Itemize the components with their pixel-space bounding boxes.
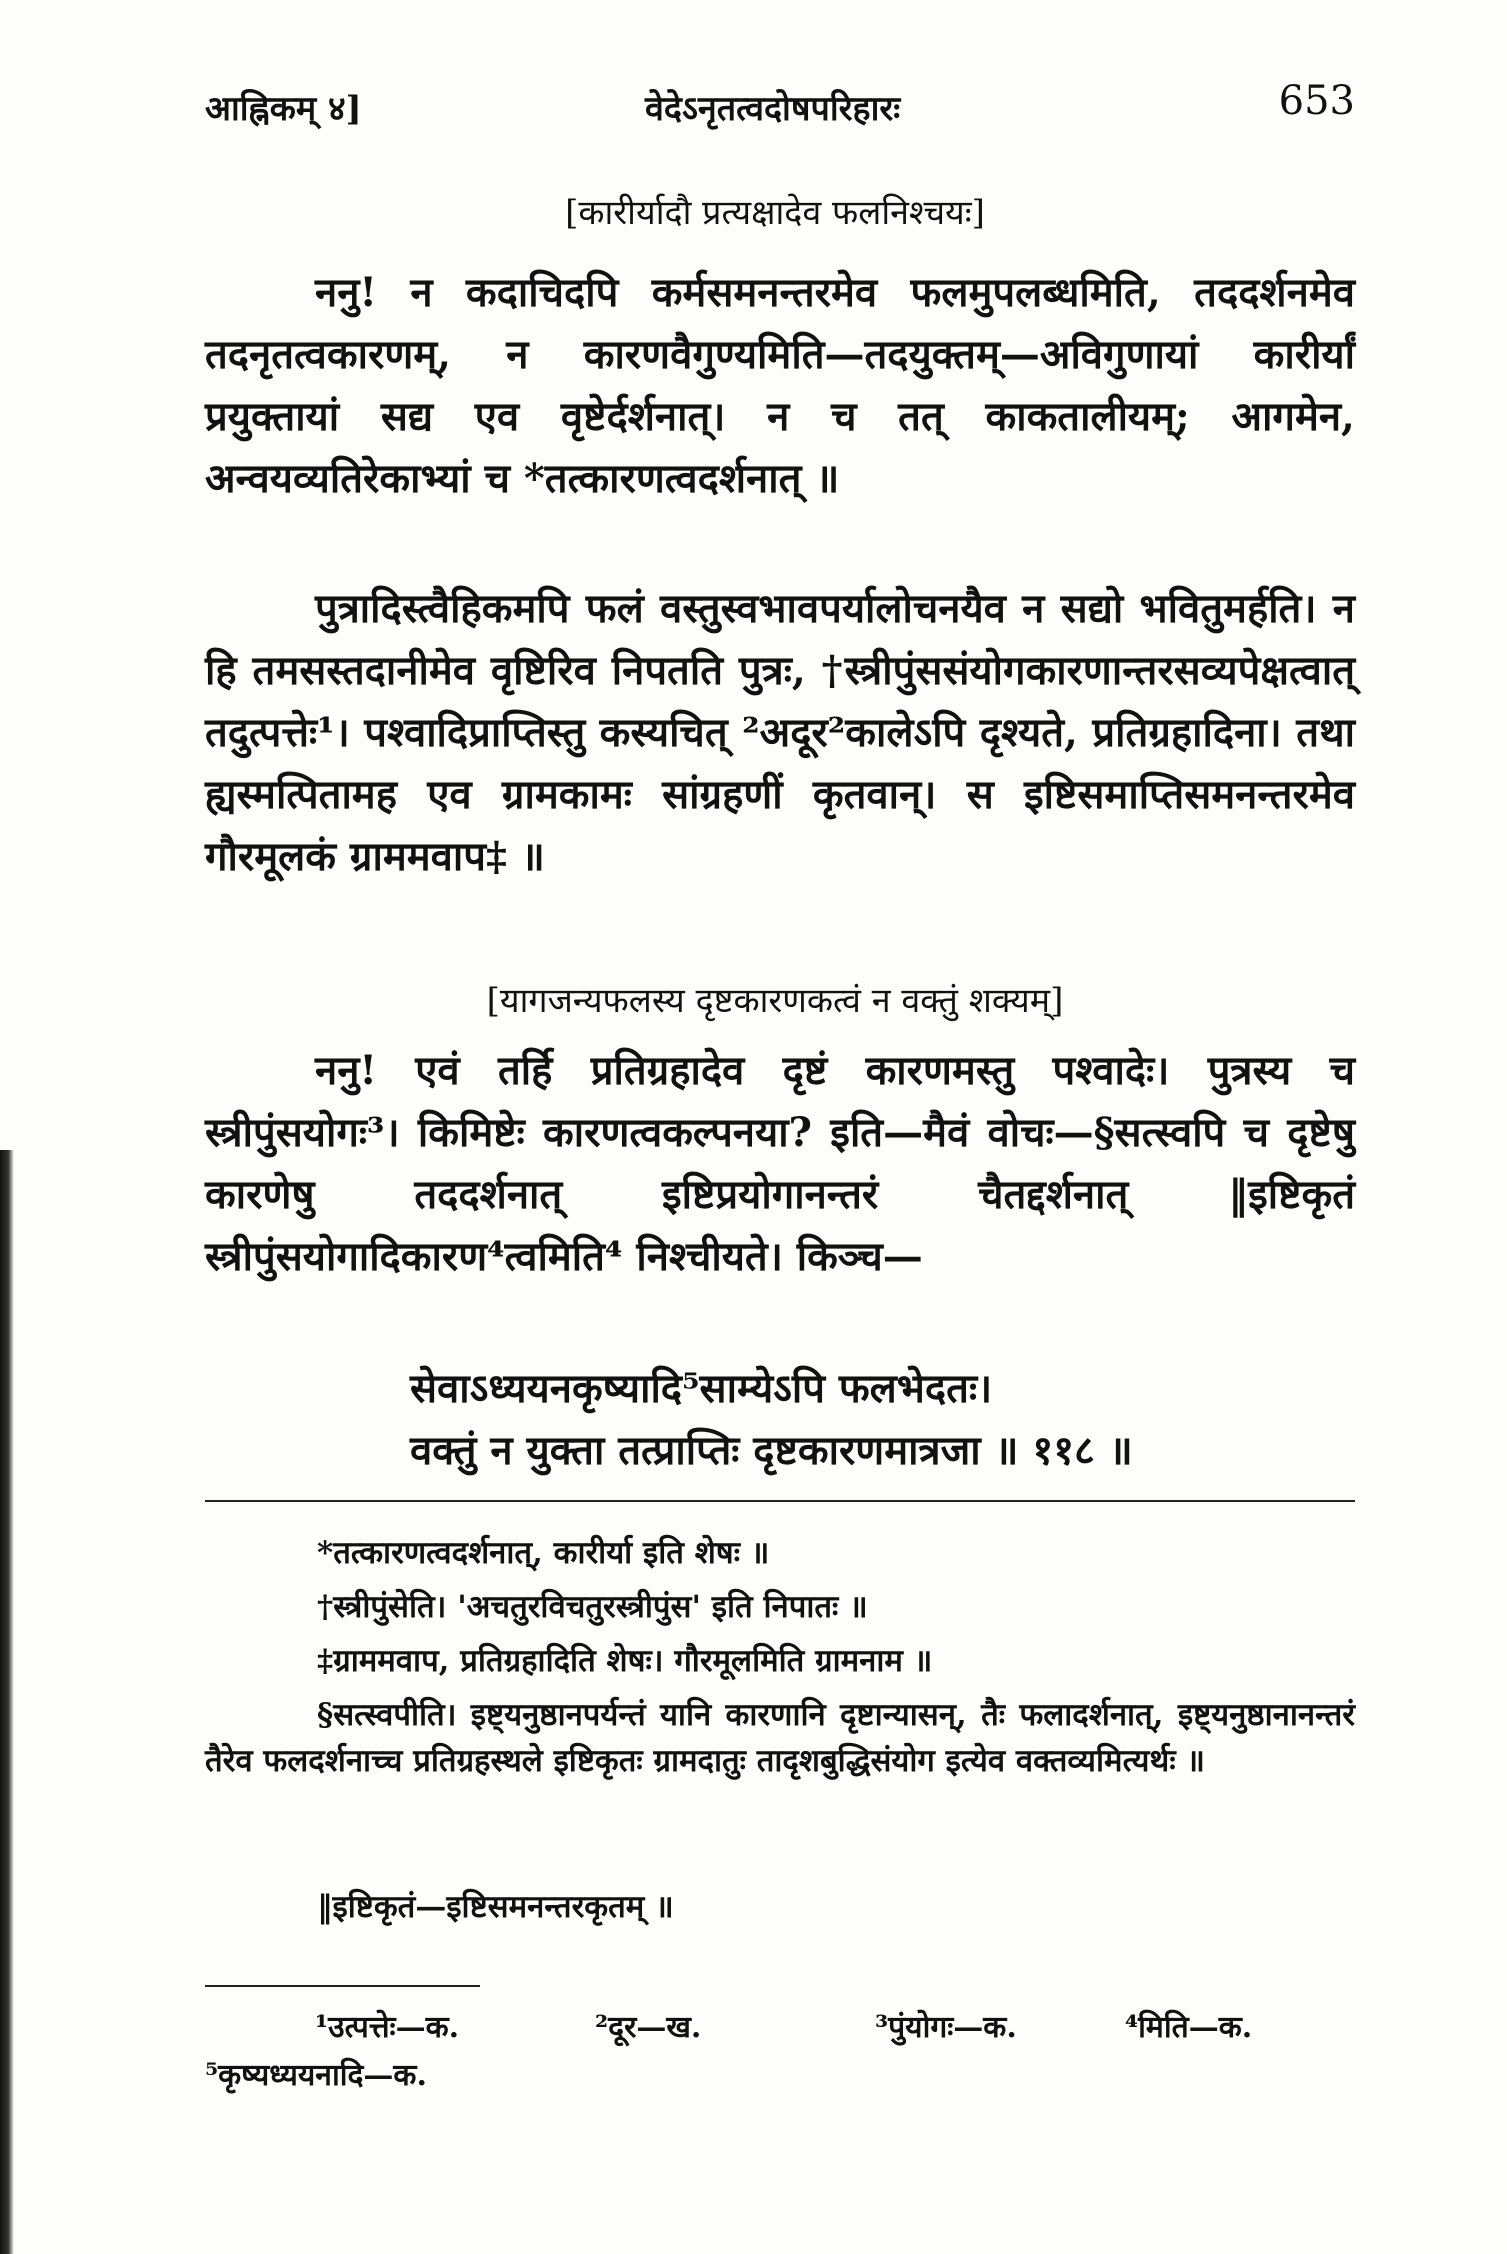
running-head (205, 78, 1355, 138)
variant-4: ⁴मिति—क. (1125, 2010, 1253, 2045)
section-heading-1: [कारीर्यादौ प्रत्यक्षादेव फलनिश्चयः] (565, 193, 985, 233)
verse-block (205, 1358, 1355, 1482)
variant-2: ²दूर—ख. (595, 2010, 702, 2045)
footnote-4: §सत्स्वपीति। इष्ट्यनुष्ठानपर्यन्तं यानि कारणानि दृष्टान्यासन्, तैः फलादर्शनात्, इष्ट्यनुष्ठानानन्तरं तैरेव फलदर्शनाच्च प्रतिग्रहस्थले इष्टिकृतः ग्रामदातुः तादृशबुद्धिसंयोग इत्येव वक्तव्यमित्यर्थः ॥ (205, 1697, 1355, 1779)
variant-1: ¹उत्पत्तेः—क. (315, 2010, 460, 2045)
footnote-2: †स्त्रीपुंसेति। 'अचतुरविचतुरस्त्रीपुंस' इति निपातः ॥ (317, 1589, 868, 1625)
paragraph-2: पुत्रादिस्त्वैहिकमपि फलं वस्तुस्वभावपर्यालोचनयैव न सद्यो भवितुमर्हति। न हि तमसस्तदानीमेव वृष्टिरिव निपतति पुत्रः, †स्त्रीपुंससंयोगकारणान्तरसव्यपेक्षत्वात् तदुत्पत्तेः¹। पश्वादिप्राप्तिस्तु कस्यचित् ²अदूर²कालेऽपि दृश्यते, प्रतिग्रहादिना। तथा ह्यस्मत्पितामह एव ग्रामकामः सांग्रहणीं कृतवान्। स इष्टिसमाप्तिसमनन्तरमेव गौरमूलकं ग्राममवाप‡ ॥ (205, 585, 1355, 880)
variant-3: ³पुंयोगः—क. (875, 2010, 1017, 2045)
running-head-title: वेदेऽनृतत्वदोषपरिहारः (645, 89, 901, 129)
variant-separator (205, 1985, 480, 1987)
page-number: 653 (1278, 78, 1355, 124)
paragraph-1: ननु! न कदाचिदपि कर्मसमनन्तरमेव फलमुपलब्धमिति, तददर्शनमेव तदनृतत्वकारणम्, न कारणवैगुण्यमिति—तदयुक्तम्—अविगुणायां कारीर्यां प्रयुक्तायां सद्य एव वृष्टेर्दर्शनात्। न च तत् काकतालीयम्; आगमेन, अन्वयव्यतिरेकाभ्यां च *तत्कारणत्वदर्शनात् ॥ (205, 269, 1355, 502)
verse-line-2: वक्तुं न युक्ता तत्प्राप्तिः दृष्टकारणमात्रजा ॥ ११८ ॥ (410, 1427, 1133, 1474)
footnote-separator (205, 1500, 1355, 1506)
binding-edge-shadow (0, 1150, 14, 2254)
running-head-left: आह्निकम् ४] (205, 89, 362, 129)
section-heading-2: [यागजन्यफलस्य दृष्टकारणकत्वं न वक्तुं शक्यम्] (486, 981, 1064, 1021)
footnote-5: ‖इष्टिकृतं—इष्टिसमनन्तरकृतम् ॥ (317, 1889, 674, 1925)
paragraph-3: ननु! एवं तर्हि प्रतिग्रहादेव दृष्टं कारणमस्तु पश्वादेः। पुत्रस्य च स्त्रीपुंसयोगः³। किमिष्टेः कारणत्वकल्पनया? इति—मैवं वोचः—§सत्स्वपि च दृष्टेषु कारणेषु तददर्शनात् इष्टिप्रयोगानन्तरं चैतद्दर्शनात् ‖इष्टिकृतं स्त्रीपुंसयोगादिकारण⁴त्वमिति⁴ निश्चीयते। किञ्च— (205, 1047, 1355, 1280)
footnote-3: ‡ग्राममवाप, प्रतिग्रहादिति शेषः। गौरमूलमिति ग्रामनाम ॥ (317, 1643, 933, 1679)
verse-line-1: सेवाऽध्ययनकृष्यादि⁵साम्येऽपि फलभेदतः। (410, 1365, 993, 1412)
variant-readings (205, 2005, 1355, 2101)
footnote-1: *तत्कारणत्वदर्शनात्, कारीर्या इति शेषः ॥ (317, 1535, 770, 1571)
variant-5: ⁵कृष्यध्ययनादि—क. (205, 2058, 427, 2093)
